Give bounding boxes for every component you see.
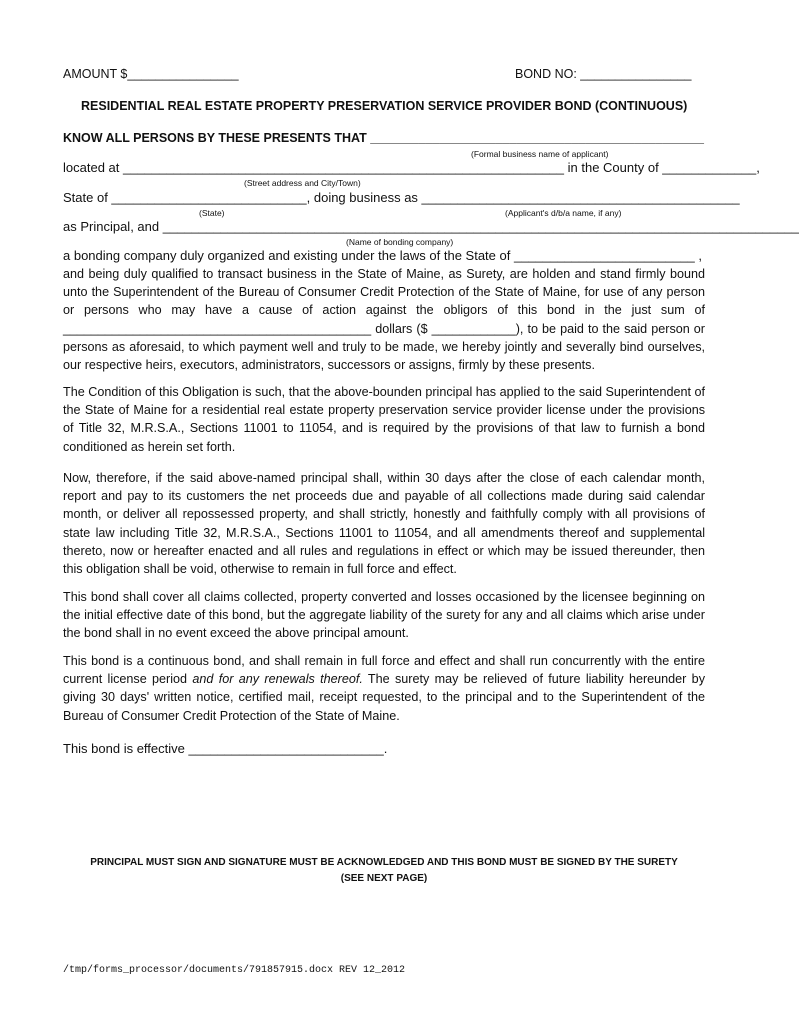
amount-field: AMOUNT $________________ [63,67,239,81]
bond-number-field: BOND NO: ________________ [515,67,692,81]
surety-state-line: a bonding company duly organized and existing under the laws of the State of _________________________ , [63,248,702,263]
located-line: located at _____________________________________________________________ in the County of _____________, [63,160,760,175]
effective-date-line: This bond is effective ___________________________. [63,741,388,756]
condition-paragraph: The Condition of this Obligation is such, that the above-bounden principal has applied to the said Superintendent of the State of Maine for a residential real estate property preservation service provider license under the provisions of Title 32, M.R.S.A., Sections 11001 to 11054, and is required by the provisions of that law to furnish a bond conditioned as herein set forth. [63,385,705,454]
continuous-bond-paragraph [63,652,705,725]
continuous-bond-text-b: The surety may be relieved of future liability hereunder by giving 30 days' written notice, certified mail, receipt requested, to the principal and to the Superintendent of the Bureau of Consumer Credit Protection of the State of Maine. [63,672,705,723]
know-all-line: KNOW ALL PERSONS BY THESE PRESENTS THAT ________________________________________________ [63,131,704,145]
principal-line: as Principal, and ________________________________________________________________________________________ [63,219,799,234]
continuous-bond-text-italic: and for any renewals thereof. [192,672,363,687]
see-next-page-note: (SEE NEXT PAGE) [340,873,428,884]
caption-dba: (Applicant's d/b/a name, if any) [505,208,622,218]
surety-paragraph: and being duly qualified to transact business in the State of Maine, as Surety, are holden and stand firmly bound unto the Superintendent of the Bureau of Consumer Credit Protection of the State of Maine, for use of any person or persons who may have a cause of action against the obligors of this bond in the just sum of ____________________________________________ dollars ($ ____________), to be paid to the said person or persons as aforesaid, to which payment well and truly to be made, we hereby jointly and severally bind ourselves, our respective heirs, executors, administrators, successors or assigns, firmly by these presents. [63,267,705,373]
document-title: RESIDENTIAL REAL ESTATE PROPERTY PRESERVATION SERVICE PROVIDER BOND (CONTINUOUS) [81,99,688,113]
caption-business-name: (Formal business name of applicant) [471,149,609,159]
claims-paragraph: This bond shall cover all claims collected, property converted and losses occasioned by the licensee beginning on the initial effective date of this bond, but the aggregate liability of the surety for any and all claims which arise under the bond shall in no event exceed the above principal amount. [63,590,705,641]
obligation-paragraph: Now, therefore, if the said above-named principal shall, within 30 days after the close of each calendar month, report and pay to its customers the net proceeds due and payable of all collections made during said calendar month, or deliver all repossessed property, and shall strictly, honestly and faithfully comply with all provisions of state law including Title 32, M.R.S.A., Sections 11001 to 11054, and all amendments thereof and supplemental thereto, now or hereafter enacted and all rules and regulations in effect or which may be issued thereunder, then this obligation shall be void, otherwise to remain in full force and effect. [63,471,705,577]
caption-bonding-company: (Name of bonding company) [346,237,454,247]
caption-state: (State) [199,208,225,218]
footer-file-path: /tmp/forms_processor/documents/791857915.docx REV 12_2012 [63,965,406,976]
continuous-bond-text-a: This bond is a continuous bond, and shall remain in full force and effect and shall run concurrently with the entire current license period [63,654,705,687]
state-dba-line: State of ___________________________, doing business as ____________________________________________ [63,190,740,205]
signature-notice: PRINCIPAL MUST SIGN AND SIGNATURE MUST BE ACKNOWLEDGED AND THIS BOND MUST BE SIGNED BY THE SURETY [90,857,678,868]
caption-street-address: (Street address and City/Town) [244,178,361,188]
